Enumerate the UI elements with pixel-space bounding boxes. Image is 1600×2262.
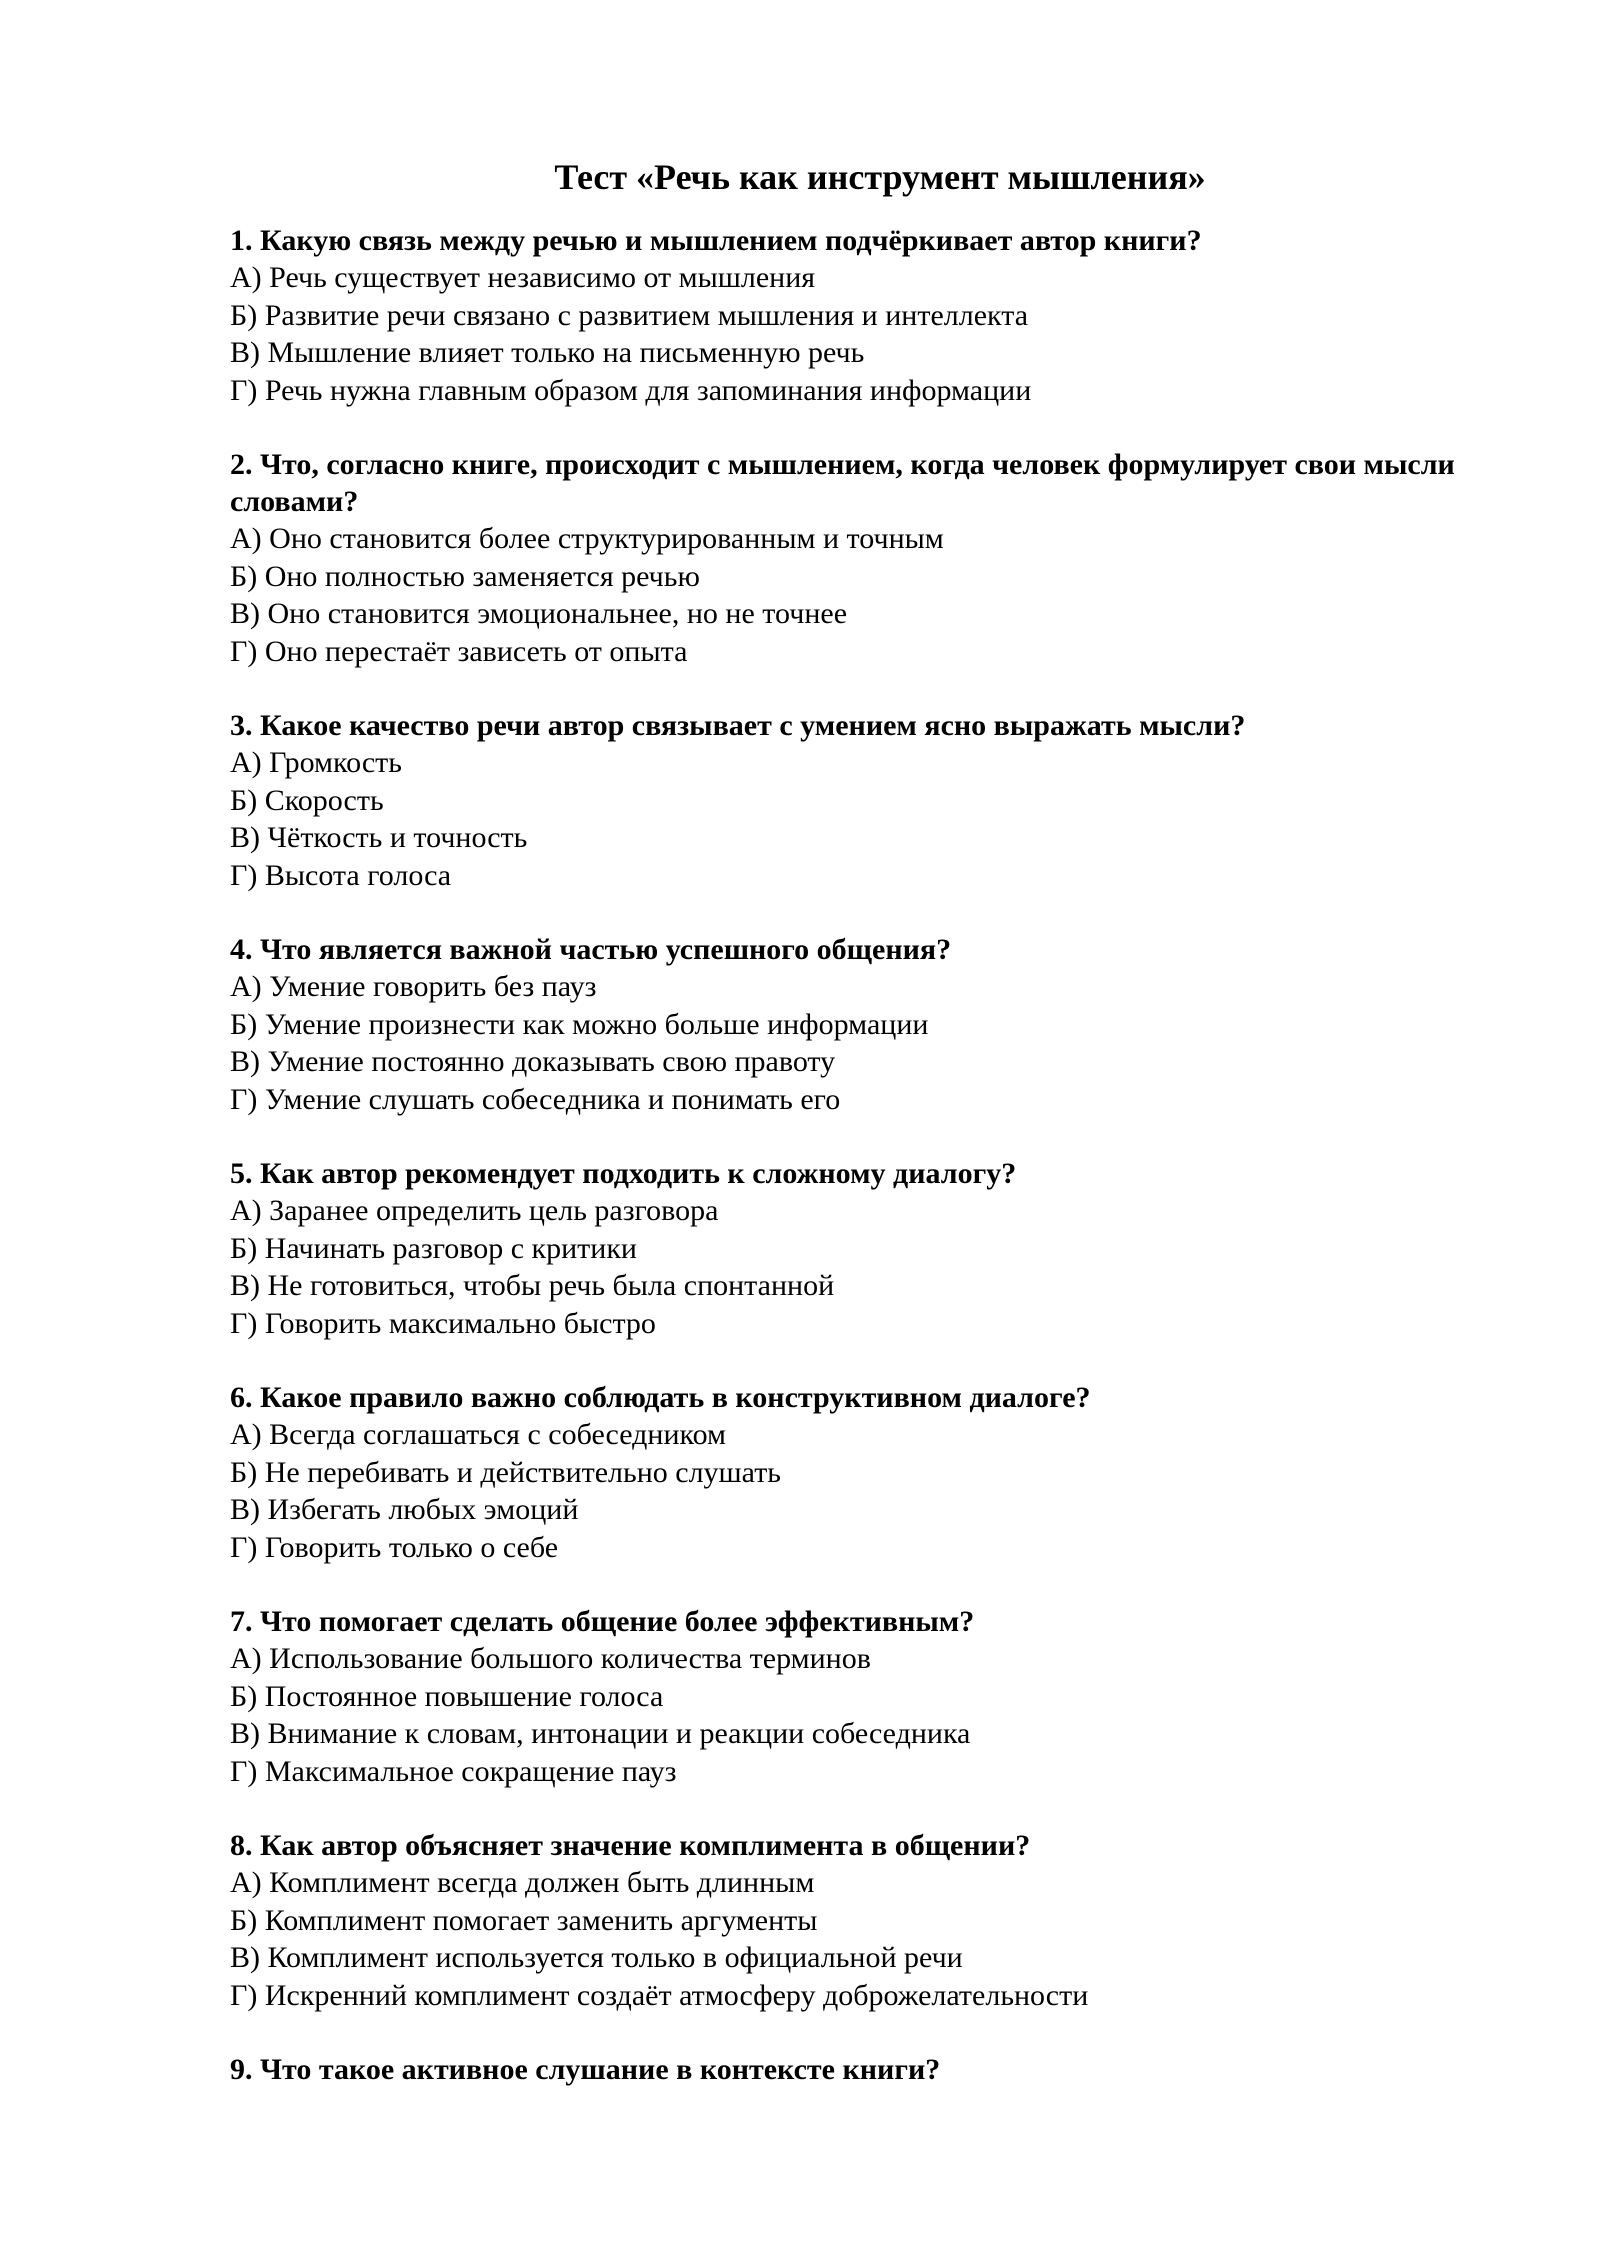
answer-option: Г) Максимальное сокращение пауз xyxy=(230,1754,677,1788)
question-list xyxy=(230,222,1470,2088)
answer-option: Б) Оно полностью заменяется речью xyxy=(230,559,700,593)
answer-option: Г) Говорить только о себе xyxy=(230,1530,559,1564)
answer-option: Б) Умение произнести как можно больше информации xyxy=(230,1007,929,1041)
answer-option: В) Не готовиться, чтобы речь была спонтанной xyxy=(230,1269,835,1302)
question-text: 4. Что является важной частью успешного общения? xyxy=(230,933,952,966)
question-block xyxy=(230,1827,1470,2014)
answer-option: Г) Искренний комплимент создаёт атмосферу доброжелательности xyxy=(230,1978,1089,2012)
question-text: 7. Что помогает сделать общение более эффективным? xyxy=(230,1605,975,1638)
answer-option: А) Комплимент всегда должен быть длинным xyxy=(230,1866,815,1899)
answer-option: А) Всегда соглашаться с собеседником xyxy=(230,1418,726,1451)
question-text: 2. Что, согласно книге, происходит с мышлением, когда человек формулирует свои мысли словами? xyxy=(230,448,1455,518)
answer-option: Г) Высота голоса xyxy=(230,858,452,892)
question-block xyxy=(230,2051,1470,2088)
answer-option: Б) Постоянное повышение голоса xyxy=(230,1679,664,1713)
answer-option: Б) Скорость xyxy=(230,783,384,817)
question-block xyxy=(230,1603,1470,1790)
question-text: 8. Как автор объясняет значение комплимента в общении? xyxy=(230,1829,1031,1862)
answer-option: А) Использование большого количества терминов xyxy=(230,1642,871,1675)
answer-option: Г) Говорить максимально быстро xyxy=(230,1306,656,1340)
question-text: 6. Какое правило важно соблюдать в конструктивном диалоге? xyxy=(230,1381,1091,1414)
answer-option: В) Умение постоянно доказывать свою правоту xyxy=(230,1045,836,1078)
answer-option: Б) Комплимент помогает заменить аргументы xyxy=(230,1903,818,1937)
answer-option: Б) Развитие речи связано с развитием мышления и интеллекта xyxy=(230,298,1029,332)
answer-option: А) Речь существует независимо от мышления xyxy=(230,261,816,294)
answer-option: Б) Начинать разговор с критики xyxy=(230,1231,637,1265)
question-block xyxy=(230,1155,1470,1342)
answer-option: В) Оно становится эмоциональнее, но не точнее xyxy=(230,597,848,630)
question-text: 5. Как автор рекомендует подходить к сложному диалогу? xyxy=(230,1157,1017,1190)
question-block xyxy=(230,931,1470,1118)
question-block xyxy=(230,707,1470,894)
answer-option: В) Чёткость и точность xyxy=(230,821,528,854)
answer-option: А) Громкость xyxy=(230,746,402,779)
answer-option: Г) Умение слушать собеседника и понимать его xyxy=(230,1082,841,1116)
page-title: Тест «Речь как инструмент мышления» xyxy=(554,157,1206,197)
question-block xyxy=(230,222,1470,409)
question-block xyxy=(230,446,1470,670)
answer-option: А) Заранее определить цель разговора xyxy=(230,1194,719,1227)
question-text: 1. Какую связь между речью и мышлением подчёркивает автор книги? xyxy=(230,224,1202,257)
question-text: 9. Что такое активное слушание в контексте книги? xyxy=(230,2053,941,2086)
question-block xyxy=(230,1379,1470,1566)
answer-option: В) Мышление влияет только на письменную речь xyxy=(230,336,865,369)
answer-option: Б) Не перебивать и действительно слушать xyxy=(230,1455,781,1489)
answer-option: Г) Речь нужна главным образом для запоминания информации xyxy=(230,373,1032,407)
answer-option: В) Комплимент используется только в официальной речи xyxy=(230,1941,963,1974)
question-text: 3. Какое качество речи автор связывает с умением ясно выражать мысли? xyxy=(230,709,1246,742)
answer-option: Г) Оно перестаёт зависеть от опыта xyxy=(230,634,688,668)
answer-option: А) Оно становится более структурированным и точным xyxy=(230,522,944,555)
answer-option: А) Умение говорить без пауз xyxy=(230,970,597,1003)
answer-option: В) Внимание к словам, интонации и реакции собеседника xyxy=(230,1717,971,1750)
answer-option: В) Избегать любых эмоций xyxy=(230,1493,579,1526)
